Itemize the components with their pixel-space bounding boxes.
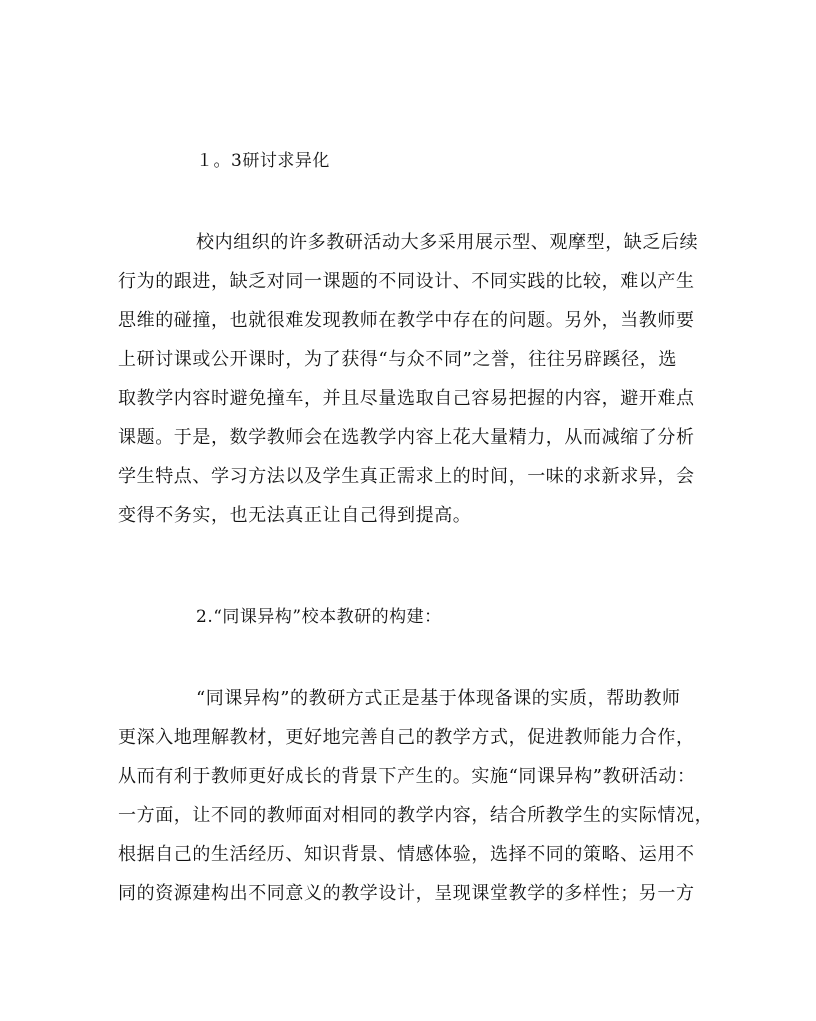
paragraph-line: 学生特点、学习方法以及学生真正需求上的时间，一味的求新求异，会 xyxy=(118,466,695,487)
paragraph-line: 同的资源建构出不同意义的教学设计，呈现课堂教学的多样性；另一方 xyxy=(118,883,695,904)
paragraph-line: 更深入地理解教材，更好地完善自己的教学方式，促进教师能力合作， xyxy=(118,727,695,748)
paragraph-line: 校内组织的许多教研活动大多采用展示型、观摩型，缺乏后续 xyxy=(196,232,699,253)
section-heading-2: 2.“同课异构”校本教研的构建： xyxy=(196,607,442,627)
paragraph-line: 思维的碰撞，也就很难发现教师在教学中存在的问题。另外，当教师要 xyxy=(118,310,695,331)
paragraph-line: 课题。于是，数学教师会在选教学内容上花大量精力，从而减缩了分析 xyxy=(118,427,695,448)
section-heading-1-3: １。3研讨求异化 xyxy=(196,151,330,171)
paragraph-line: 行为的跟进，缺乏对同一课题的不同设计、不同实践的比较，难以产生 xyxy=(118,271,695,292)
paragraph-line: 变得不务实，也无法真正让自己得到提高。 xyxy=(118,505,472,526)
paragraph-line: 取教学内容时避免撞车，并且尽量选取自己容易把握的内容，避开难点 xyxy=(118,388,695,409)
paragraph-line: 从而有利于教师更好成长的背景下产生的。实施“同课异构”教研活动： xyxy=(118,766,696,787)
paragraph-line: 根据自己的生活经历、知识背景、情感体验，选择不同的策略、运用不 xyxy=(118,844,695,865)
paragraph-line: 上研讨课或公开课时，为了获得“与众不同”之誉，往往另辟蹊径，选 xyxy=(118,349,678,370)
paragraph-line: “同课异构”的教研方式正是基于体现备课的实质，帮助教师 xyxy=(196,688,681,709)
paragraph-line: 一方面，让不同的教师面对相同的教学内容，结合所教学生的实际情况， xyxy=(118,805,714,826)
